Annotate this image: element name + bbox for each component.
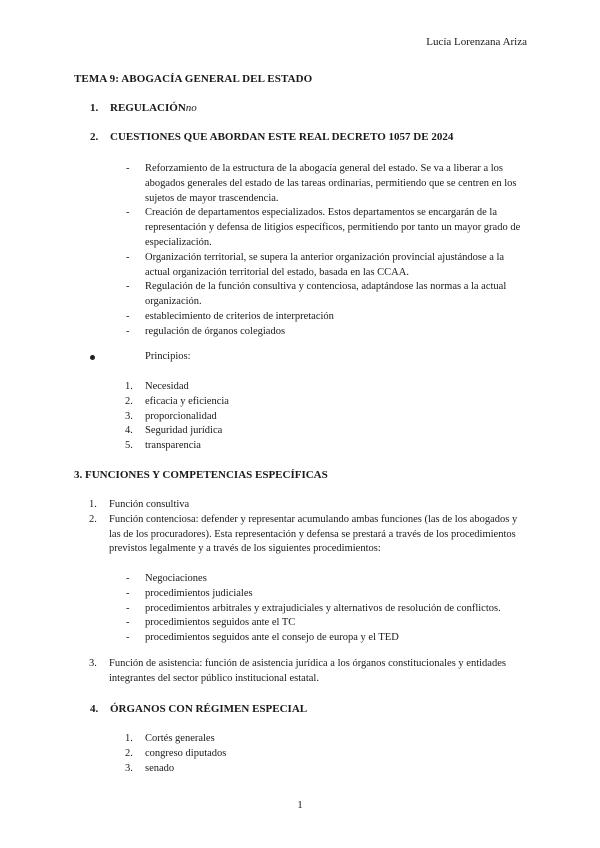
document-title: TEMA 9: ABOGACÍA GENERAL DEL ESTADO xyxy=(74,73,313,85)
list-item xyxy=(125,732,530,747)
list-item xyxy=(89,498,530,513)
list-item-text: Cortés generales xyxy=(145,733,215,744)
list-item xyxy=(89,513,530,557)
principles-list xyxy=(125,380,530,454)
list-item-text: congreso diputados xyxy=(145,747,227,759)
list-item-text: proporcionalidad xyxy=(145,410,217,422)
author-name: Lucía Lorenzana Ariza xyxy=(426,36,527,48)
list-item: - Creación de departamentos especializados. Estos departamentos se encargarán de la representación y defensa de litigios específicos, permitiendo por tanto un mayor grado de especialización. xyxy=(145,206,530,250)
list-item xyxy=(125,747,530,762)
list-item: - Reforzamiento de la estructura de la abogacía general del estado. Se va a liberar a los abogados generales del estado de las tareas ordinarias, permitiendo que se centren en los sujetos de mayor trascendencia. xyxy=(145,162,530,206)
list-number: 2. xyxy=(125,747,133,759)
decree-issues-list xyxy=(145,162,530,340)
section-1-number: 1. xyxy=(90,102,99,114)
list-number: 3. xyxy=(125,410,133,422)
list-item-text: Función contenciosa: defender y representar acumulando ambas funciones (las de los abogados y las de los procuradores). Esta representación y defensa se prestará a través de los procedimientos previstos legalmente y a través de los siguientes procedimientos: xyxy=(109,513,518,555)
list-number: 1. xyxy=(125,381,133,392)
list-item-text: senado xyxy=(145,762,175,774)
list-item xyxy=(125,762,530,777)
procedures-list xyxy=(145,572,530,646)
list-item xyxy=(125,410,530,425)
list-item: - Organización territorial, se supera la anterior organización provincial ajustándose a la actual organización territorial del estado, basada en las CCAA. xyxy=(145,251,530,281)
section-2-heading xyxy=(90,130,453,145)
list-item-text: transparencia xyxy=(145,440,201,452)
list-item-text: Función de asistencia: función de asistencia jurídica a los órganos constitucionales y entidades integrantes del sector público institucional estatal. xyxy=(109,658,506,684)
list-item: - establecimiento de criterios de interpretación xyxy=(145,310,530,325)
list-number: 1. xyxy=(89,499,97,510)
list-item: - Regulación de la función consultiva y contenciosa, adaptándose las normas a la actual organización. xyxy=(145,280,530,310)
bullet-icon xyxy=(90,355,95,360)
list-number: 2. xyxy=(125,395,133,407)
section-4-number: 4. xyxy=(90,703,99,715)
assistance-function xyxy=(89,657,530,687)
principles-bullet xyxy=(145,350,530,365)
functions-list xyxy=(89,498,530,557)
section-4-title: ÓRGANOS CON RÉGIMEN ESPECIAL xyxy=(110,703,308,715)
list-item xyxy=(125,439,530,454)
section-1-title: REGULACIÓN xyxy=(110,102,186,114)
section-2-number: 2. xyxy=(90,131,99,143)
list-number: 2. xyxy=(89,513,97,525)
section-3-heading: 3. FUNCIONES Y COMPETENCIAS ESPECÍFICAS xyxy=(74,469,328,481)
list-number: 3. xyxy=(125,762,133,774)
list-item xyxy=(89,657,530,687)
list-item: - procedimientos seguidos ante el TC xyxy=(145,616,530,631)
list-number: 4. xyxy=(125,425,133,437)
special-organs-list xyxy=(125,732,530,776)
list-item xyxy=(125,380,530,395)
section-4-heading xyxy=(90,702,307,717)
list-number: 5. xyxy=(125,440,133,452)
list-item-text: Función consultiva xyxy=(109,499,190,510)
list-item: - Negociaciones xyxy=(145,572,530,587)
principles-label: Principios: xyxy=(145,351,191,362)
list-number: 3. xyxy=(89,658,97,669)
page-number: 1 xyxy=(297,799,303,811)
section-2-title: CUESTIONES QUE ABORDAN ESTE REAL DECRETO 1057 DE 2024 xyxy=(110,131,454,143)
list-item-text: Necesidad xyxy=(145,381,189,392)
list-number: 1. xyxy=(125,733,133,744)
list-item: - regulación de órganos colegiados xyxy=(145,325,530,340)
list-item xyxy=(125,395,530,410)
list-item: - procedimientos arbitrales y extrajudiciales y alternativos de resolución de conflictos. xyxy=(145,602,530,617)
section-1-heading xyxy=(90,101,197,116)
list-item-text: eficacia y eficiencia xyxy=(145,395,229,407)
list-item: - procedimientos seguidos ante el consejo de europa y el TED xyxy=(145,631,530,646)
list-item xyxy=(125,424,530,439)
section-1-note: no xyxy=(185,102,197,114)
list-item-text: Seguridad jurídica xyxy=(145,425,223,437)
list-item: - procedimientos judiciales xyxy=(145,587,530,602)
